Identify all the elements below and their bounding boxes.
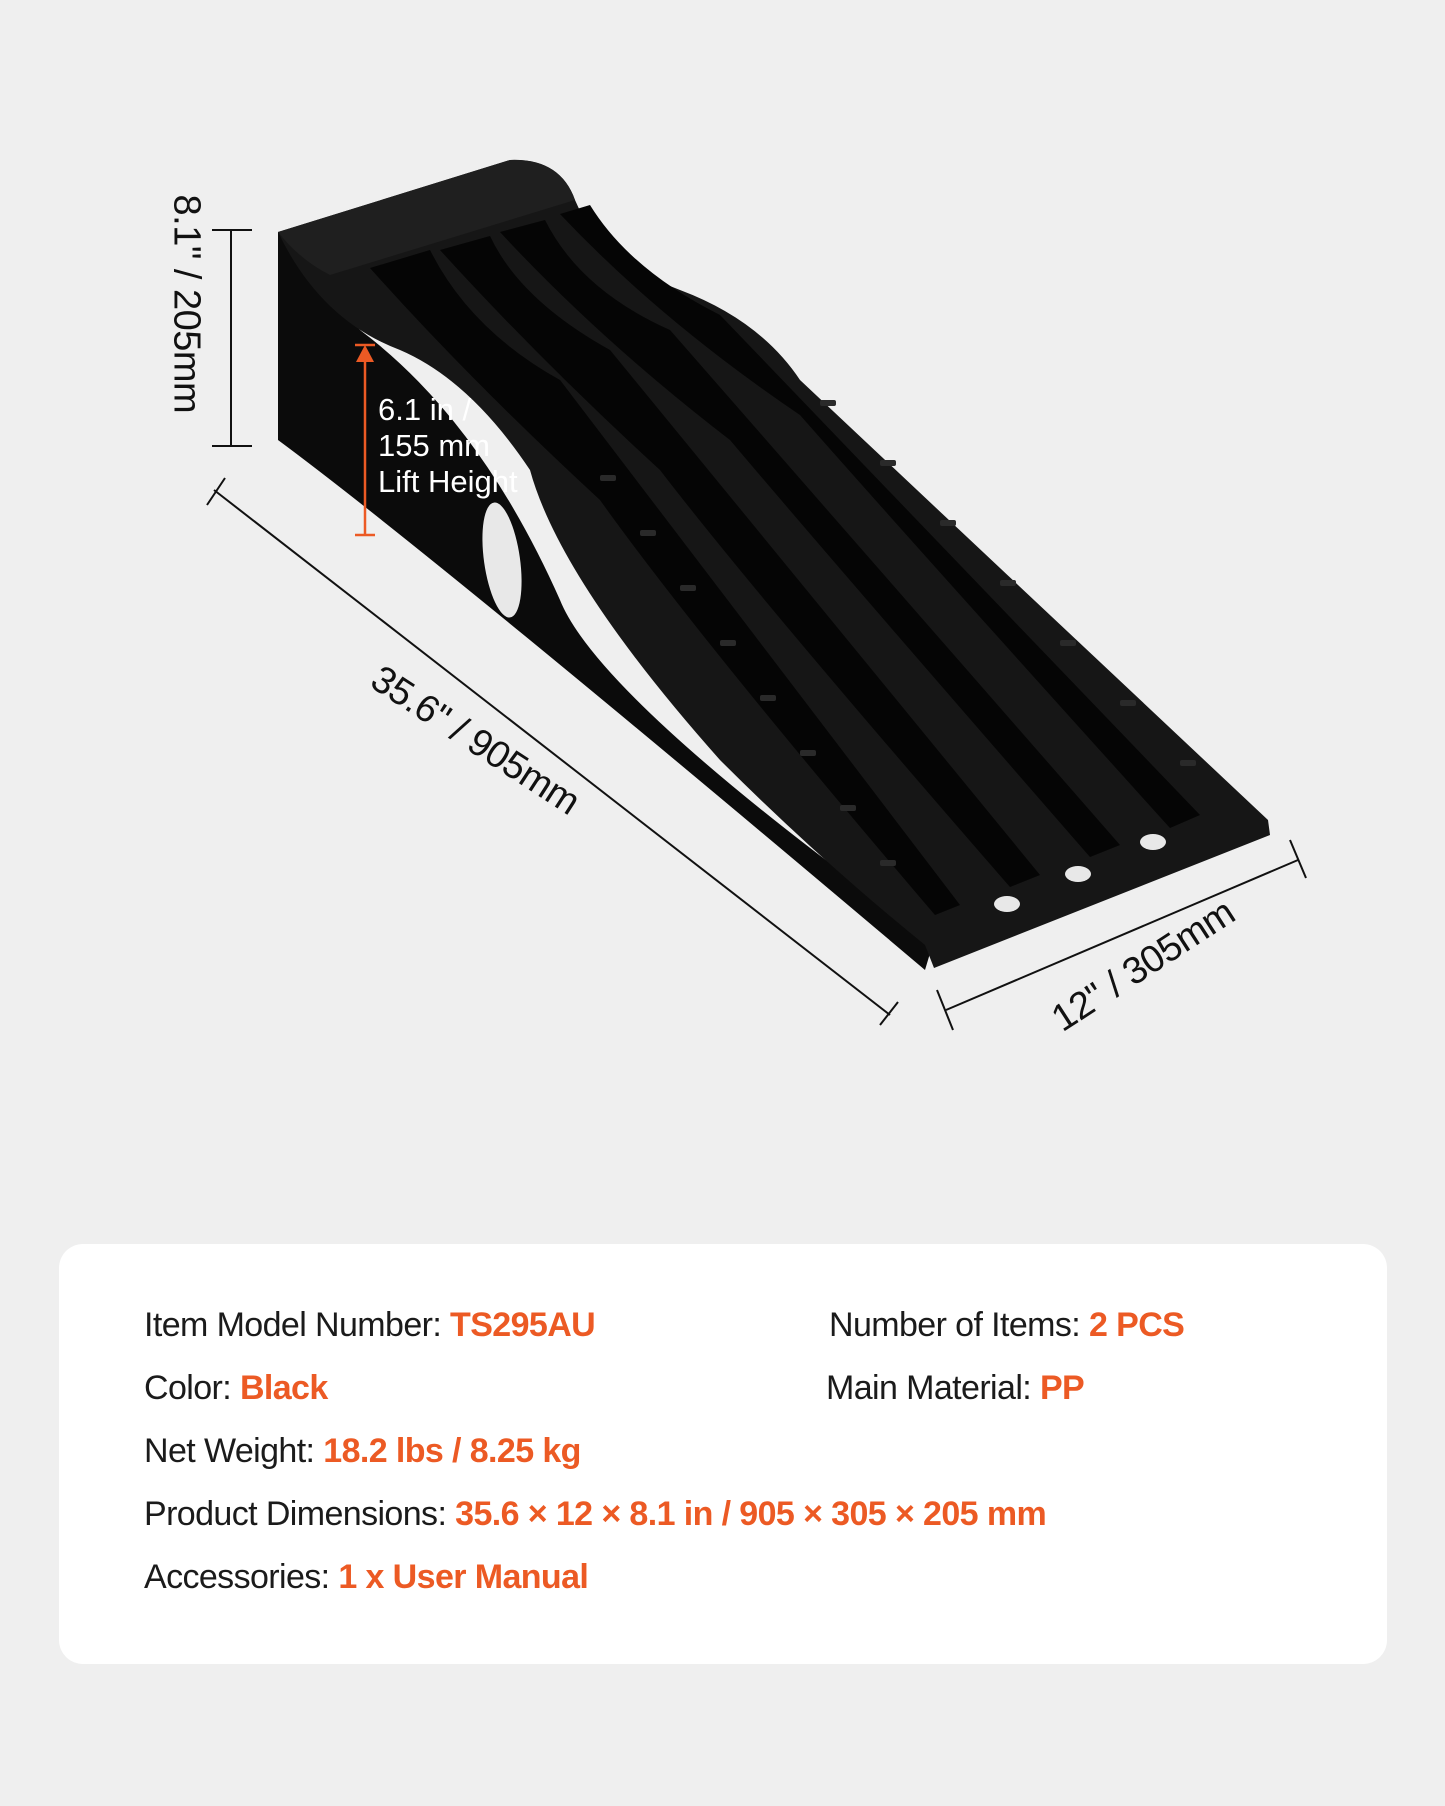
lift-height-line3: Lift Height (378, 464, 518, 499)
lift-height-line1: 6.1 in / (378, 392, 472, 427)
spec-card (59, 1244, 1387, 1664)
spec-model (144, 1306, 595, 1345)
spec-net-weight (144, 1432, 581, 1471)
height-dimension-label: 8.1" / 205mm (165, 194, 208, 414)
spec-accessories (144, 1558, 588, 1597)
spec-items-value: 2 PCS (1089, 1306, 1185, 1344)
spec-material-label: Main Material: (826, 1369, 1040, 1407)
spec-model-label: Item Model Number: (144, 1306, 451, 1344)
spec-color (144, 1369, 328, 1408)
width-dimension-label: 12" / 305mm (1044, 891, 1243, 1041)
spec-accessories-label: Accessories: (144, 1558, 339, 1596)
spec-items-label: Number of Items: (829, 1306, 1089, 1344)
spec-color-value: Black (239, 1369, 328, 1407)
lift-height-line2: 155 mm (378, 428, 490, 463)
spec-accessories-value: 1 x User Manual (338, 1558, 589, 1596)
lift-height-label (378, 392, 518, 500)
spec-number-of-items (829, 1306, 1184, 1345)
spec-material (826, 1369, 1084, 1408)
spec-color-label: Color: (144, 1369, 240, 1407)
spec-product-dimensions (144, 1495, 1046, 1534)
spec-model-value: TS295AU (450, 1306, 596, 1344)
spec-weight-value: 18.2 lbs / 8.25 kg (323, 1432, 581, 1470)
spec-material-value: PP (1039, 1369, 1085, 1407)
height-dimension-line (212, 230, 252, 446)
length-dimension-label: 35.6" / 905mm (363, 657, 587, 824)
spec-dimensions-value: 35.6 × 12 × 8.1 in / 905 × 305 × 205 mm (455, 1495, 1047, 1533)
spec-dimensions-label: Product Dimensions: (144, 1495, 456, 1533)
spec-weight-label: Net Weight: (144, 1432, 324, 1470)
